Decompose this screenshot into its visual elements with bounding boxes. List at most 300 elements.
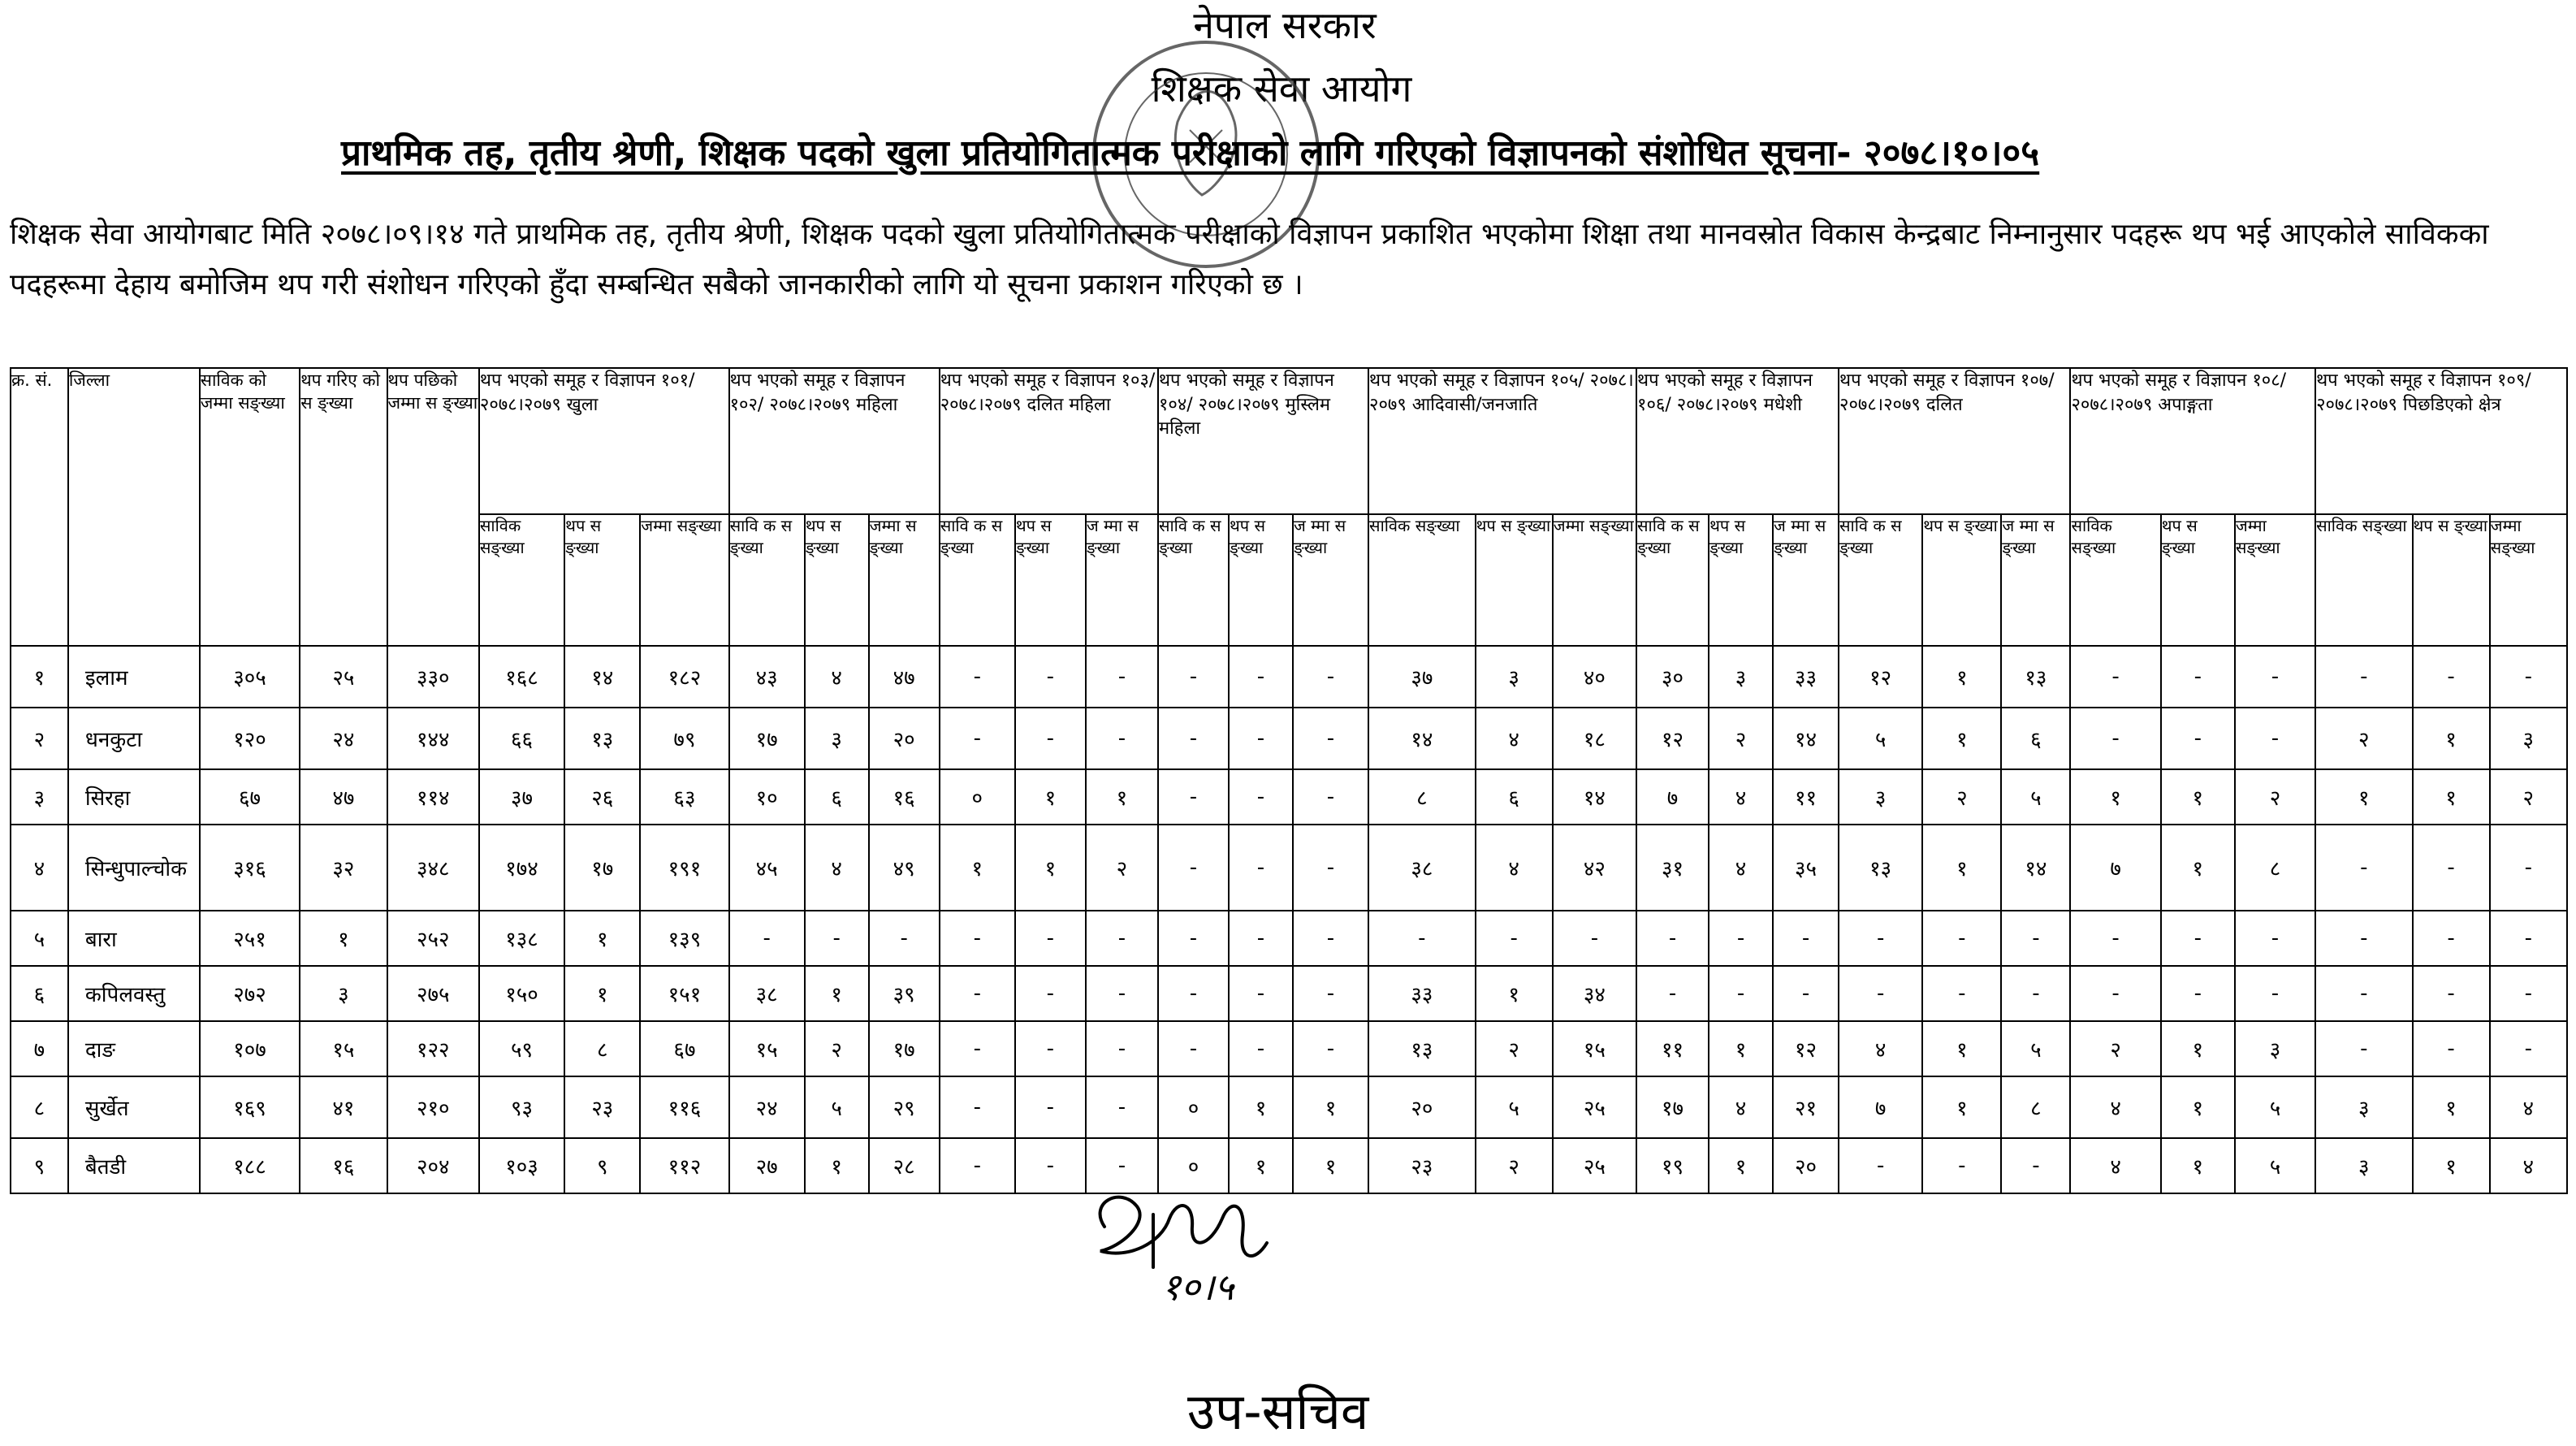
count-cell: १०७ — [200, 1021, 300, 1076]
count-cell: १३ — [1368, 1021, 1476, 1076]
count-cell: - — [2490, 911, 2567, 966]
group-header: थप भएको समूह र विज्ञापन १०८/ २०७८।२०७९ अपाङ्गता — [2070, 368, 2315, 514]
count-cell: १ — [1709, 1021, 1773, 1076]
count-cell: २४ — [729, 1076, 805, 1138]
count-cell: - — [2235, 708, 2315, 769]
count-cell: २५१ — [200, 911, 300, 966]
count-cell: - — [1293, 825, 1368, 911]
serial-cell: ३ — [11, 769, 68, 825]
count-cell: १६९ — [200, 1076, 300, 1138]
count-cell: ४ — [1476, 708, 1553, 769]
count-cell: १ — [564, 966, 640, 1021]
count-cell: २९ — [869, 1076, 940, 1138]
count-cell: ६३ — [640, 769, 728, 825]
count-cell: - — [1922, 1138, 2001, 1193]
count-cell: ७ — [1839, 1076, 1922, 1138]
count-cell: १५ — [729, 1021, 805, 1076]
count-cell: - — [2413, 911, 2490, 966]
count-cell: १ — [2413, 1076, 2490, 1138]
count-cell: - — [1922, 966, 2001, 1021]
count-cell: ३३ — [1773, 646, 1839, 708]
count-cell: - — [1015, 1021, 1086, 1076]
subheader-cell: सावि क स ङ्ख्या — [1839, 514, 1922, 646]
count-cell: - — [940, 646, 1015, 708]
count-cell: - — [729, 911, 805, 966]
count-cell: १ — [2161, 1021, 2235, 1076]
count-cell: १७४ — [479, 825, 564, 911]
count-cell: - — [2490, 646, 2567, 708]
header-government: नेपाल सरकार — [1193, 3, 1377, 47]
notice-title: प्राथमिक तह, तृतीय श्रेणी, शिक्षक पदको खुला प्रतियोगितात्मक परीक्षाको लागि गरिएको विज्ञापनको संशोधित सूचना- २०७८।१०।०५ — [341, 132, 2040, 174]
count-cell: १४ — [2001, 825, 2070, 911]
count-cell: १ — [564, 911, 640, 966]
col-previous-total: साविक को जम्मा सङ्ख्या — [200, 368, 300, 646]
count-cell: २ — [2235, 769, 2315, 825]
count-cell: ३२ — [300, 825, 387, 911]
count-cell: ४ — [1709, 825, 1773, 911]
table-row — [11, 1021, 2567, 1076]
subheader-cell: जम्मा सङ्ख्या — [2490, 514, 2567, 646]
count-cell: ३९ — [869, 966, 940, 1021]
count-cell: ३ — [2315, 1138, 2412, 1193]
count-cell: - — [2235, 966, 2315, 1021]
count-cell: ६७ — [200, 769, 300, 825]
subheader-cell: सावि क स ङ्ख्या — [940, 514, 1015, 646]
count-cell: ३७ — [1368, 646, 1476, 708]
count-cell: - — [2490, 966, 2567, 1021]
subheader-cell: थप स ङ्ख्या — [1015, 514, 1086, 646]
count-cell: २० — [869, 708, 940, 769]
count-cell: ३१ — [1636, 825, 1709, 911]
count-cell: - — [1015, 911, 1086, 966]
count-cell: ३४८ — [387, 825, 479, 911]
count-cell: १ — [1709, 1138, 1773, 1193]
count-cell: - — [1015, 708, 1086, 769]
count-cell: १ — [2315, 769, 2412, 825]
count-cell: - — [940, 1076, 1015, 1138]
count-cell: १ — [2161, 1138, 2235, 1193]
subheader-cell: साविक सङ्ख्या — [479, 514, 564, 646]
count-cell: ४७ — [869, 646, 940, 708]
count-cell: ७ — [1636, 769, 1709, 825]
count-cell: १ — [805, 966, 869, 1021]
count-cell: - — [1158, 966, 1229, 1021]
subheader-cell: ज म्मा स ङ्ख्या — [1773, 514, 1839, 646]
count-cell: - — [1229, 769, 1293, 825]
district-cell: दाङ — [68, 1021, 200, 1076]
count-cell: - — [1158, 1021, 1229, 1076]
count-cell: - — [1709, 966, 1773, 1021]
count-cell: ८ — [2001, 1076, 2070, 1138]
count-cell: १ — [2161, 769, 2235, 825]
col-after-total: थप पछिको जम्मा स ङ्ख्या — [387, 368, 479, 646]
count-cell: १४ — [564, 646, 640, 708]
subheader-cell: सावि क स ङ्ख्या — [1636, 514, 1709, 646]
count-cell: - — [2001, 966, 2070, 1021]
count-cell: १ — [2161, 825, 2235, 911]
count-cell: ७९ — [640, 708, 728, 769]
count-cell: २७ — [729, 1138, 805, 1193]
table-row — [11, 769, 2567, 825]
count-cell: २०४ — [387, 1138, 479, 1193]
subheader-cell: ज म्मा स ङ्ख्या — [1293, 514, 1368, 646]
count-cell: - — [1015, 1138, 1086, 1193]
count-cell: - — [1086, 1076, 1158, 1138]
count-cell: १० — [729, 769, 805, 825]
count-cell: २५ — [1553, 1138, 1636, 1193]
count-cell: १ — [300, 911, 387, 966]
group-header: थप भएको समूह र विज्ञापन १०१/ २०७८।२०७९ खुला — [479, 368, 729, 514]
count-cell: १३ — [2001, 646, 2070, 708]
count-cell: ४९ — [869, 825, 940, 911]
count-cell: ३ — [1839, 769, 1922, 825]
count-cell: २५२ — [387, 911, 479, 966]
count-cell: १ — [940, 825, 1015, 911]
count-cell: १६ — [300, 1138, 387, 1193]
count-cell: ४ — [805, 825, 869, 911]
serial-cell: ९ — [11, 1138, 68, 1193]
col-added: थप गरिए को स ङ्ख्या — [300, 368, 387, 646]
count-cell: - — [869, 911, 940, 966]
count-cell: ४ — [2490, 1138, 2567, 1193]
count-cell: ३ — [1709, 646, 1773, 708]
count-cell: २५ — [300, 646, 387, 708]
subheader-cell: थप स ङ्ख्या — [1476, 514, 1553, 646]
count-cell: १३ — [564, 708, 640, 769]
subheader-cell: साविक सङ्ख्या — [1368, 514, 1476, 646]
count-cell: - — [1293, 911, 1368, 966]
count-cell: ३ — [1476, 646, 1553, 708]
count-cell: २ — [2490, 769, 2567, 825]
table-row — [11, 1076, 2567, 1138]
table-body — [11, 646, 2567, 1193]
subheader-cell: थप स ङ्ख्या — [2161, 514, 2235, 646]
count-cell: ३१६ — [200, 825, 300, 911]
count-cell: १ — [1922, 825, 2001, 911]
count-cell: ० — [940, 769, 1015, 825]
count-cell: १२२ — [387, 1021, 479, 1076]
count-cell: १८२ — [640, 646, 728, 708]
count-cell: १९१ — [640, 825, 728, 911]
count-cell: - — [2161, 646, 2235, 708]
count-cell: १ — [1922, 1076, 2001, 1138]
count-cell: २३ — [564, 1076, 640, 1138]
count-cell: ४३ — [729, 646, 805, 708]
subheader-cell: थप स ङ्ख्या — [2413, 514, 2490, 646]
count-cell: - — [2315, 646, 2412, 708]
count-cell: २७५ — [387, 966, 479, 1021]
count-cell: २१ — [1773, 1076, 1839, 1138]
count-cell: - — [2490, 825, 2567, 911]
count-cell: ७ — [2070, 825, 2160, 911]
count-cell: ५ — [2235, 1138, 2315, 1193]
count-cell: ५ — [2001, 769, 2070, 825]
count-cell: १२ — [1773, 1021, 1839, 1076]
group-header: थप भएको समूह र विज्ञापन १०७/ २०७८।२०७९ दलित — [1839, 368, 2070, 514]
count-cell: १२ — [1839, 646, 1922, 708]
count-cell: - — [1636, 966, 1709, 1021]
count-cell: - — [2413, 1021, 2490, 1076]
count-cell: २ — [1476, 1138, 1553, 1193]
count-cell: - — [2001, 1138, 2070, 1193]
count-cell: - — [1229, 911, 1293, 966]
count-cell: २४ — [300, 708, 387, 769]
count-cell: १७ — [564, 825, 640, 911]
count-cell: - — [2161, 911, 2235, 966]
count-cell: ११२ — [640, 1138, 728, 1193]
count-cell: - — [1229, 1021, 1293, 1076]
count-cell: २ — [805, 1021, 869, 1076]
count-cell: ११ — [1773, 769, 1839, 825]
count-cell: ० — [1158, 1076, 1229, 1138]
count-cell: - — [1086, 708, 1158, 769]
count-cell: - — [1086, 1021, 1158, 1076]
count-cell: १५ — [300, 1021, 387, 1076]
count-cell: - — [1553, 911, 1636, 966]
table-row — [11, 1138, 2567, 1193]
count-cell: १ — [1293, 1076, 1368, 1138]
count-cell: १५१ — [640, 966, 728, 1021]
count-cell: १ — [2070, 769, 2160, 825]
count-cell: - — [1086, 646, 1158, 708]
count-cell: - — [1015, 646, 1086, 708]
count-cell: ४ — [805, 646, 869, 708]
group-header: थप भएको समूह र विज्ञापन १०३/ २०७८।२०७९ दलित महिला — [940, 368, 1158, 514]
count-cell: २१० — [387, 1076, 479, 1138]
table-row — [11, 966, 2567, 1021]
count-cell: - — [1368, 911, 1476, 966]
subheader-cell: थप स ङ्ख्या — [1709, 514, 1773, 646]
count-cell: ३३ — [1368, 966, 1476, 1021]
subheader-cell: थप स ङ्ख्या — [1229, 514, 1293, 646]
count-cell: ११४ — [387, 769, 479, 825]
count-cell: ४२ — [1553, 825, 1636, 911]
count-cell: - — [805, 911, 869, 966]
count-cell: ८ — [2235, 825, 2315, 911]
count-cell: १५ — [1553, 1021, 1636, 1076]
count-cell: ५ — [2001, 1021, 2070, 1076]
count-cell: - — [2413, 825, 2490, 911]
count-cell: - — [2161, 708, 2235, 769]
count-cell: ११६ — [640, 1076, 728, 1138]
count-cell: - — [1229, 708, 1293, 769]
count-cell: १ — [1922, 1021, 2001, 1076]
count-cell: - — [1636, 911, 1709, 966]
col-serial: क्र. सं. — [11, 368, 68, 646]
count-cell: - — [2235, 911, 2315, 966]
count-cell: - — [940, 708, 1015, 769]
count-cell: - — [2001, 911, 2070, 966]
count-cell: - — [1293, 646, 1368, 708]
count-cell: १ — [1476, 966, 1553, 1021]
subheader-cell: सावि क स ङ्ख्या — [1158, 514, 1229, 646]
count-cell: ८ — [1368, 769, 1476, 825]
count-cell: १२ — [1636, 708, 1709, 769]
count-cell: १ — [2413, 1138, 2490, 1193]
count-cell: - — [2070, 966, 2160, 1021]
count-cell: ४ — [1839, 1021, 1922, 1076]
serial-cell: ४ — [11, 825, 68, 911]
count-cell: ४० — [1553, 646, 1636, 708]
group-header: थप भएको समूह र विज्ञापन १०५/ २०७८।२०७९ आदिवासी/जनजाति — [1368, 368, 1636, 514]
count-cell: १३८ — [479, 911, 564, 966]
count-cell: - — [940, 966, 1015, 1021]
count-cell: - — [1158, 769, 1229, 825]
count-cell: - — [1839, 911, 1922, 966]
subheader-cell: सावि क स ङ्ख्या — [729, 514, 805, 646]
count-cell: - — [1293, 769, 1368, 825]
district-cell: सिन्धुपाल्चोक — [68, 825, 200, 911]
count-cell: ५ — [1476, 1076, 1553, 1138]
count-cell: - — [2315, 911, 2412, 966]
count-cell: - — [2315, 1021, 2412, 1076]
count-cell: १७ — [869, 1021, 940, 1076]
col-district: जिल्ला — [68, 368, 200, 646]
count-cell: १४ — [1368, 708, 1476, 769]
count-cell: - — [1158, 911, 1229, 966]
count-cell: ३०५ — [200, 646, 300, 708]
count-cell: - — [1015, 966, 1086, 1021]
designation: उप-सचिव — [1187, 1382, 1369, 1441]
count-cell: - — [1015, 1076, 1086, 1138]
count-cell: ६ — [1476, 769, 1553, 825]
count-cell: ५ — [2235, 1076, 2315, 1138]
count-cell: १ — [2161, 1076, 2235, 1138]
count-cell: १ — [805, 1138, 869, 1193]
count-cell: - — [1773, 911, 1839, 966]
count-cell: - — [1229, 646, 1293, 708]
count-cell: - — [1158, 708, 1229, 769]
count-cell: २० — [1773, 1138, 1839, 1193]
count-cell: ४१ — [300, 1076, 387, 1138]
count-cell: १०३ — [479, 1138, 564, 1193]
count-cell: १ — [1086, 769, 1158, 825]
serial-cell: २ — [11, 708, 68, 769]
count-cell: - — [1773, 966, 1839, 1021]
count-cell: १ — [1293, 1138, 1368, 1193]
count-cell: ९३ — [479, 1076, 564, 1138]
count-cell: ४ — [1709, 769, 1773, 825]
table-row — [11, 825, 2567, 911]
serial-cell: ६ — [11, 966, 68, 1021]
count-cell: ४ — [1476, 825, 1553, 911]
district-cell: बैतडी — [68, 1138, 200, 1193]
count-cell: ४ — [2070, 1076, 2160, 1138]
count-cell: १८ — [1553, 708, 1636, 769]
header-commission: शिक्षक सेवा आयोग — [1151, 67, 1412, 110]
count-cell: ४७ — [300, 769, 387, 825]
subheader-cell: जम्मा सङ्ख्या — [1553, 514, 1636, 646]
district-cell: बारा — [68, 911, 200, 966]
count-cell: ९ — [564, 1138, 640, 1193]
district-cell: धनकुटा — [68, 708, 200, 769]
table-row — [11, 911, 2567, 966]
count-cell: - — [1293, 1021, 1368, 1076]
count-cell: १९ — [1636, 1138, 1709, 1193]
count-cell: ४ — [2070, 1138, 2160, 1193]
count-cell: - — [2490, 1021, 2567, 1076]
district-cell: सुर्खेत — [68, 1076, 200, 1138]
serial-cell: ७ — [11, 1021, 68, 1076]
count-cell: १८८ — [200, 1138, 300, 1193]
count-cell: - — [940, 1021, 1015, 1076]
count-cell: ३ — [300, 966, 387, 1021]
count-cell: - — [1229, 966, 1293, 1021]
district-cell: कपिलवस्तु — [68, 966, 200, 1021]
count-cell: १ — [2413, 769, 2490, 825]
count-cell: १३९ — [640, 911, 728, 966]
count-cell: - — [1086, 966, 1158, 1021]
vacancy-table — [10, 367, 2568, 1194]
count-cell: १ — [1229, 1076, 1293, 1138]
count-cell: १३ — [1839, 825, 1922, 911]
group-header: थप भएको समूह र विज्ञापन १०९/ २०७८।२०७९ पिछडिएको क्षेत्र — [2315, 368, 2567, 514]
count-cell: १ — [1015, 825, 1086, 911]
count-cell: ४५ — [729, 825, 805, 911]
count-cell: ६६ — [479, 708, 564, 769]
count-cell: - — [1293, 708, 1368, 769]
count-cell: १ — [1922, 646, 2001, 708]
count-cell: - — [1839, 1138, 1922, 1193]
count-cell: - — [2315, 825, 2412, 911]
count-cell: - — [1086, 1138, 1158, 1193]
count-cell: २७२ — [200, 966, 300, 1021]
count-cell: - — [1229, 825, 1293, 911]
count-cell: ३८ — [729, 966, 805, 1021]
district-cell: इलाम — [68, 646, 200, 708]
count-cell: १४ — [1553, 769, 1636, 825]
serial-cell: ८ — [11, 1076, 68, 1138]
serial-cell: १ — [11, 646, 68, 708]
count-cell: १६८ — [479, 646, 564, 708]
count-cell: - — [1158, 646, 1229, 708]
count-cell: ० — [1158, 1138, 1229, 1193]
count-cell: ३७ — [479, 769, 564, 825]
count-cell: ६ — [805, 769, 869, 825]
count-cell: १४ — [1773, 708, 1839, 769]
count-cell: २ — [1709, 708, 1773, 769]
count-cell: ६७ — [640, 1021, 728, 1076]
count-cell: ३ — [2490, 708, 2567, 769]
count-cell: २३ — [1368, 1138, 1476, 1193]
count-cell: ३ — [805, 708, 869, 769]
count-cell: १७ — [729, 708, 805, 769]
count-cell: ५ — [1839, 708, 1922, 769]
signature-date: १०।५ — [1161, 1265, 1234, 1309]
subheader-cell: जम्मा स ङ्ख्या — [869, 514, 940, 646]
subheader-cell: ज म्मा स ङ्ख्या — [1086, 514, 1158, 646]
count-cell: - — [2161, 966, 2235, 1021]
count-cell: २ — [2070, 1021, 2160, 1076]
table-row — [11, 708, 2567, 769]
count-cell: ११ — [1636, 1021, 1709, 1076]
count-cell: २८ — [869, 1138, 940, 1193]
count-cell: - — [2070, 708, 2160, 769]
count-cell: १ — [1015, 769, 1086, 825]
count-cell: ३३० — [387, 646, 479, 708]
count-cell: ५९ — [479, 1021, 564, 1076]
count-cell: - — [2413, 646, 2490, 708]
count-cell: २० — [1368, 1076, 1476, 1138]
count-cell: - — [2413, 966, 2490, 1021]
group-header: थप भएको समूह र विज्ञापन १०२/ २०७८।२०७९ महिला — [729, 368, 940, 514]
count-cell: - — [1158, 825, 1229, 911]
count-cell: - — [2070, 646, 2160, 708]
count-cell: १६ — [869, 769, 940, 825]
count-cell: ३५ — [1773, 825, 1839, 911]
count-cell: ६ — [2001, 708, 2070, 769]
count-cell: - — [2070, 911, 2160, 966]
